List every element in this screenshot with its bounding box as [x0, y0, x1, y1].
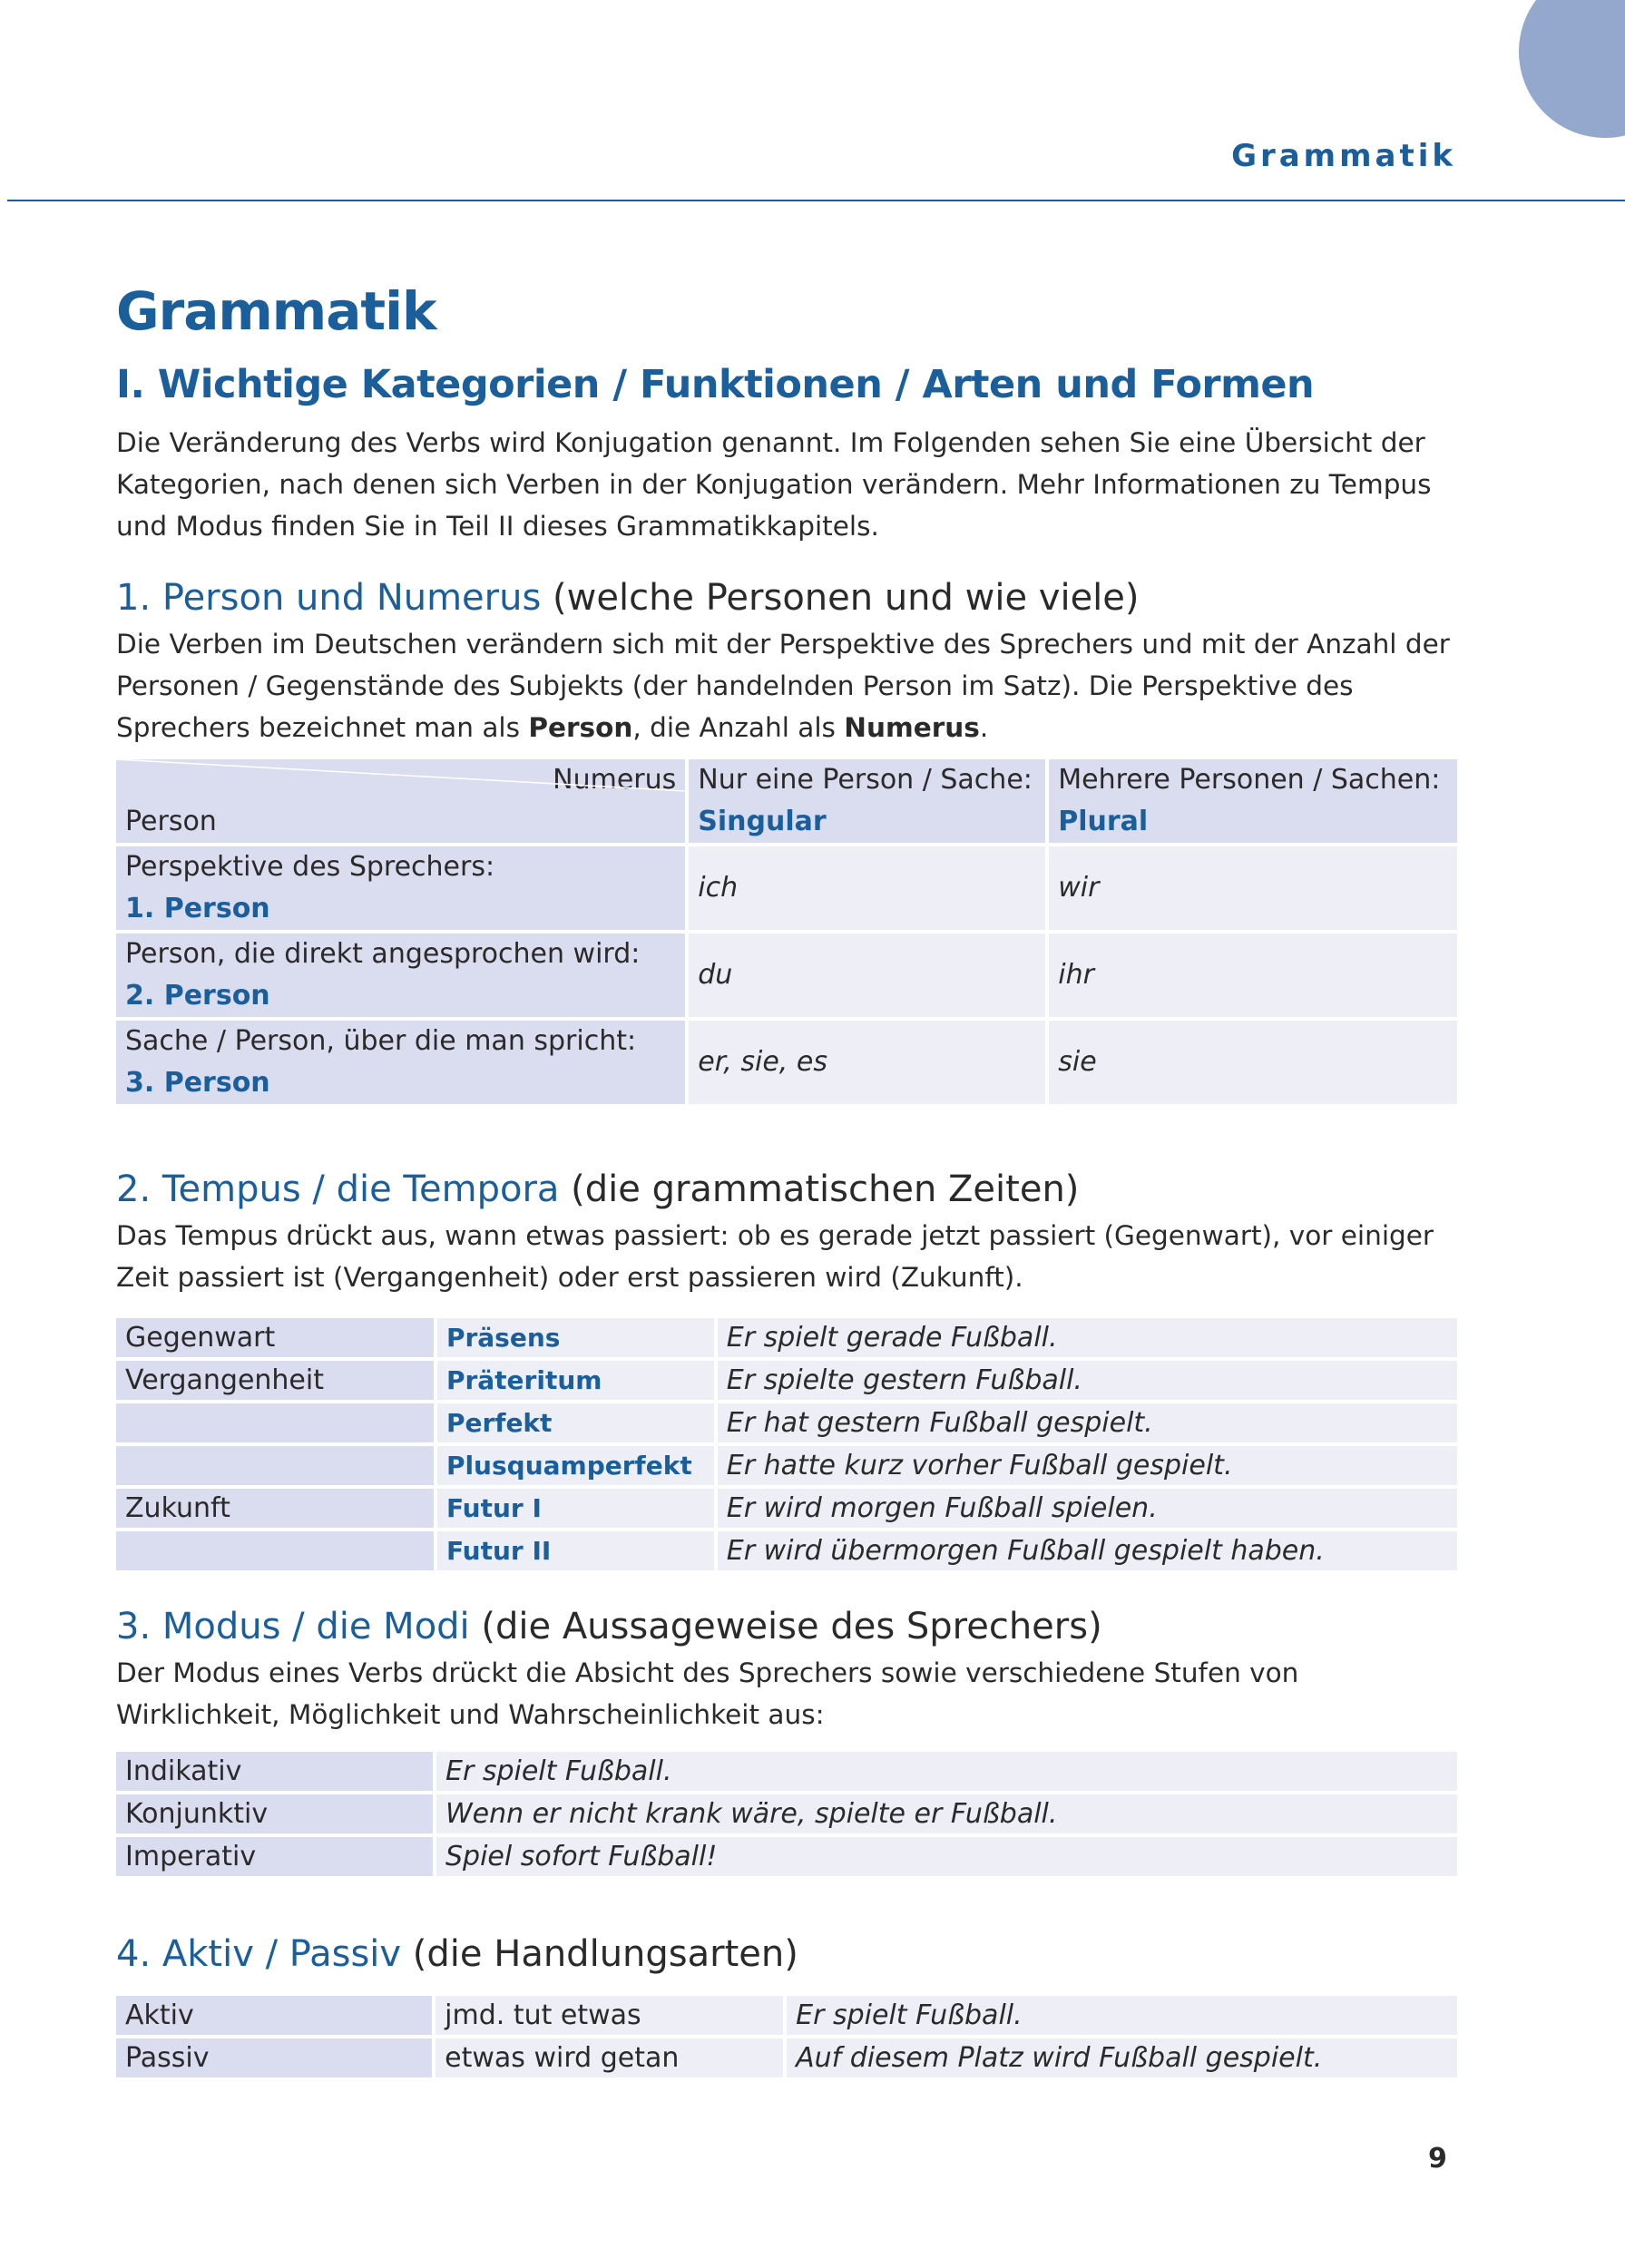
tempus-paragraph: Das Tempus drückt aus, wann etwas passiert: ob es gerade jetzt passiert (Gegenwart), vor einiger Zeit passiert ist (Vergangenheit) oder erst passieren wird (Zukunft). [116, 1220, 1434, 1293]
tempus-heading: 2. Tempus / die Tempora (die grammatischen Zeiten) [116, 1168, 1080, 1210]
table-row [116, 2038, 1457, 2077]
example-cell: Wenn er nicht krank wäre, spielte er Fußball. [436, 1794, 1457, 1833]
table-row [116, 846, 1457, 930]
example-cell: Er spielt Fußball. [787, 1996, 1457, 2035]
example-cell: Er hatte kurz vorher Fußball gespielt. [718, 1446, 1457, 1485]
plural-cell: ihr [1049, 934, 1457, 1017]
example-cell: Er wird übermorgen Fußball gespielt haben. [718, 1531, 1457, 1570]
person-desc-cell: Person, die direkt angesprochen wird: 2. Person [116, 934, 685, 1017]
table-row [116, 1837, 1457, 1876]
modus-heading: 3. Modus / die Modi (die Aussageweise des Sprechers) [116, 1606, 1102, 1647]
table-row [116, 1021, 1457, 1104]
time-cell [116, 1531, 434, 1570]
corner-label-person: Person [125, 806, 217, 837]
mode-cell: Konjunktiv [116, 1794, 433, 1833]
desc-cell: jmd. tut etwas [436, 1996, 783, 2035]
page-content [116, 277, 1457, 2081]
singular-cell: er, sie, es [689, 1021, 1045, 1104]
example-cell: Auf diesem Platz wird Fußball gespielt. [787, 2038, 1457, 2077]
table-row [116, 1403, 1457, 1442]
corner-label-numerus: Numerus [553, 764, 677, 796]
tense-cell: Perfekt [437, 1403, 714, 1442]
table-row [116, 1531, 1457, 1570]
table-corner-cell [116, 759, 685, 843]
example-cell: Er wird morgen Fußball spielen. [718, 1489, 1457, 1528]
plural-cell: wir [1049, 846, 1457, 930]
aktiv-passiv-table [113, 1992, 1461, 2081]
corner-decoration-circle [1519, 0, 1625, 138]
section-heading: I. Wichtige Kategorien / Funktionen / Arten und Formen [116, 362, 1315, 407]
aktiv-passiv-heading: 4. Aktiv / Passiv (die Handlungsarten) [116, 1933, 798, 1975]
time-cell [116, 1403, 434, 1442]
modus-table [113, 1748, 1461, 1880]
tense-cell: Präsens [437, 1318, 714, 1357]
diagonal-line [116, 759, 685, 843]
tense-cell: Plusquamperfekt [437, 1446, 714, 1485]
person-numerus-table [113, 756, 1461, 1108]
table-row [116, 1318, 1457, 1357]
tense-cell: Futur II [437, 1531, 714, 1570]
table-row [116, 1489, 1457, 1528]
person-desc-cell: Sache / Person, über die man spricht: 3. Person [116, 1021, 685, 1104]
tempus-table [113, 1315, 1461, 1574]
running-header: Grammatik [1231, 138, 1456, 174]
page-number: 9 [1428, 2143, 1447, 2175]
person-paragraph: Die Verben im Deutschen verändern sich mit der Perspektive des Sprechers und mit der Anzahl der Personen / Gegenstände des Subjekts (der handelnden Person im Satz). Die Perspektive des Sprechers bezeichnet man als Person, die Anzahl als Numerus. [116, 629, 1450, 743]
table-row [116, 1361, 1457, 1400]
tense-cell: Futur I [437, 1489, 714, 1528]
example-cell: Spiel sofort Fußball! [436, 1837, 1457, 1876]
example-cell: Er spielt Fußball. [436, 1752, 1457, 1791]
type-cell: Passiv [116, 2038, 432, 2077]
mode-cell: Indikativ [116, 1752, 433, 1791]
page-title: Grammatik [116, 280, 436, 342]
intro-paragraph: Die Veränderung des Verbs wird Konjugation genannt. Im Folgenden sehen Sie eine Übersicht der Kategorien, nach denen sich Verben in der Konjugation verändern. Mehr Informationen zu Tempus und Modus finden Sie in Teil II dieses Grammatikkapitels. [116, 427, 1432, 542]
table-row [116, 1794, 1457, 1833]
plural-cell: sie [1049, 1021, 1457, 1104]
table-row [116, 1446, 1457, 1485]
example-cell: Er hat gestern Fußball gespielt. [718, 1403, 1457, 1442]
time-cell: Zukunft [116, 1489, 434, 1528]
table-row [116, 934, 1457, 1017]
time-cell: Vergangenheit [116, 1361, 434, 1400]
header-plural: Mehrere Personen / Sachen: Plural [1049, 759, 1457, 843]
singular-cell: du [689, 934, 1045, 1017]
example-cell: Er spielte gestern Fußball. [718, 1361, 1457, 1400]
person-desc-cell: Perspektive des Sprechers: 1. Person [116, 846, 685, 930]
time-cell [116, 1446, 434, 1485]
type-cell: Aktiv [116, 1996, 432, 2035]
table-header-row [116, 759, 1457, 843]
time-cell: Gegenwart [116, 1318, 434, 1357]
modus-paragraph: Der Modus eines Verbs drückt die Absicht des Sprechers sowie verschiedene Stufen von Wirklichkeit, Möglichkeit und Wahrscheinlichkeit aus: [116, 1657, 1299, 1730]
singular-cell: ich [689, 846, 1045, 930]
example-cell: Er spielt gerade Fußball. [718, 1318, 1457, 1357]
table-row [116, 1996, 1457, 2035]
table-row [116, 1752, 1457, 1791]
mode-cell: Imperativ [116, 1837, 433, 1876]
person-heading: 1. Person und Numerus (welche Personen und wie viele) [116, 577, 1140, 619]
tense-cell: Präteritum [437, 1361, 714, 1400]
header-rule [7, 200, 1625, 201]
desc-cell: etwas wird getan [436, 2038, 783, 2077]
header-singular: Nur eine Person / Sache: Singular [689, 759, 1045, 843]
